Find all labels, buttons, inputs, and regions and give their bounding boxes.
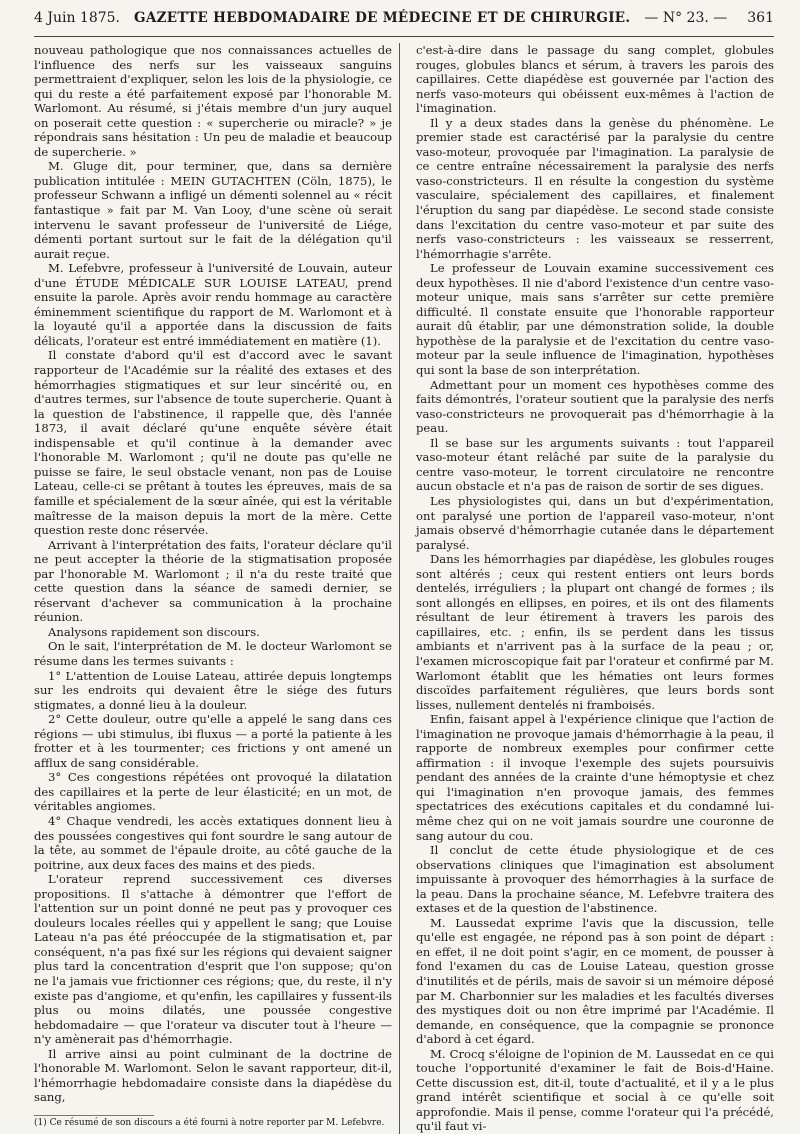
issue-number: — N° 23. — — [644, 10, 728, 26]
left-column — [34, 43, 392, 1134]
paragraph: Il se base sur les arguments suivants : tout l'appareil vaso-moteur étant relâché par suite de la paralysie du centre vaso-moteur, le torrent circulatoire ne rencontre aucun obstacle et n'a pas de raison de sortir de ses digues. — [416, 435, 774, 494]
right-column — [416, 43, 774, 1134]
journal-title: GAZETTE HEBDOMADAIRE DE MÉDECINE ET DE CHIRURGIE. — [134, 10, 631, 26]
running-header — [34, 6, 774, 37]
paragraph: M. Crocq s'éloigne de l'opinion de M. Laussedat en ce qui touche l'opportunité d'examiner le fait de Bois-d'Haine. Cette discussion est, dit-il, toute d'actualité, et il y a le plus grand intérêt scientifique et social à ce qu'elle soit approfondie. Mais il pense, comme l'orateur qui l'a précédé, qu'il faut vi- — [416, 1046, 774, 1134]
paragraph: c'est-à-dire dans le passage du sang complet, globules rouges, globules blancs et sérum, à travers les parois des capillaires. Cette diapédèse est gouvernée par l'action des nerfs vaso-moteurs qui obéissent eux-mêmes à l'action de l'imagination. — [416, 43, 774, 116]
issue-date: 4 Juin 1875. — [34, 10, 121, 26]
paragraph: L'orateur reprend successivement ces diverses propositions. Il s'attache à démontrer que l'effort de l'attention sur un point donné ne peut pas y provoquer ces douleurs locales réelles qui y appellent le sang; que Louise Lateau n'a pas été préoccupée de la stigmatisation et, par conséquent, n'a pas fixé sur les régions qui devaient saigner plus tard la concentration d'esprit que l'on suppose; qu'on ne l'a jamais vue frictionner ces régions; que, du reste, il n'y existe pas d'angiome, et qu'enfin, les capillaires y fussent-ils plus ou moins dilatés, une poussée congestive hebdomadaire — que l'orateur va discuter tout à l'heure — n'y amènerait pas d'hémorrhagie. — [34, 872, 392, 1047]
footnote — [34, 1115, 385, 1129]
list-item: 3° Ces congestions répétées ont provoqué la dilatation des capillaires et la perte de leur élasticité; en un mot, de véritables angiomes. — [34, 770, 392, 814]
list-item: 4° Chaque vendredi, les accès extatiques donnent lieu à des poussées congestives qui font sourdre le sang autour de la tête, au sommet de l'épaule droite, au côté gauche de la poitrine, aux deux faces des mains et des pieds. — [34, 813, 392, 872]
paragraph: Il arrive ainsi au point culminant de la doctrine de l'honorable M. Warlomont. Selon le savant rapporteur, dit-il, l'hémorrhagie hebdomadaire consiste dans la diapédèse du sang, — [34, 1046, 392, 1105]
text-columns — [34, 43, 774, 1134]
list-item: 1° L'attention de Louise Lateau, attirée depuis longtemps sur les endroits qui devaient être le siége des futurs stigmates, a donné lieu à la douleur. — [34, 668, 392, 712]
paragraph: Arrivant à l'interprétation des faits, l'orateur déclare qu'il ne peut accepter la théorie de la stigmatisation proposée par l'honorable M. Warlomont ; il n'a du reste traité que cette question dans la séance de samedi dernier, se réservant d'achever sa communication à la prochaine réunion. — [34, 537, 392, 625]
page-number: 361 — [747, 10, 774, 26]
paragraph: Admettant pour un moment ces hypothèses comme des faits démontrés, l'orateur soutient que la paralysie des nerfs vaso-constricteurs ne provoquerait pas d'hémorrhagie à la peau. — [416, 377, 774, 436]
column-divider — [399, 43, 400, 1134]
paragraph: Il conclut de cette étude physiologique et de ces observations cliniques que l'imagination est absolument impuissante à provoquer des hémorrhagies à la surface de la peau. Dans la prochaine séance, M. Lefebvre traitera des extases et de la question de l'abstinence. — [416, 843, 774, 916]
paragraph: nouveau pathologique que nos connaissances actuelles de l'influence des nerfs sur les vaisseaux sanguins permettraient d'expliquer, selon les lois de la physiologie, ce qui du reste a été parfaitement exposé par l'honorable M. Warlomont. Au résumé, si j'étais membre d'un jury auquel on poserait cette question : « supercherie ou miracle? » je répondrais sans hésitation : Un peu de maladie et beaucoup de supercherie. » — [34, 43, 392, 159]
paragraph: Enfin, faisant appel à l'expérience clinique que l'action de l'imagination ne provoque jamais d'hémorrhagie à la peau, il rapporte de nombreux exemples pour confirmer cette affirmation : il invoque l'exemple des sujets poursuivis pendant des années de la crainte d'une hémoptysie et chez qui l'imagination n'en provoque jamais, des femmes spectatrices des exécutions capitales et du condamné lui-même chez qui on ne voit jamais sourdre une couronne de sang autour du cou. — [416, 712, 774, 843]
paragraph: Dans les hémorrhagies par diapédèse, les globules rouges sont altérés ; ceux qui restent entiers ont leurs bords dentelés, irréguliers ; la plupart ont changé de formes ; ils sont allongés en ellipses, en poires, et ils ont des filaments résultant de leur étirement à travers les parois des capillaires, etc. ; enfin, ils se perdent dans les tissus ambiants et n'arrivent pas à la surface de la peau ; or, l'examen microscopique fait par l'orateur et confirmé par M. Warlomont établit que les hématies ont leurs formes discoïdes parfaitement régulières, que leurs bords sont lisses, nullement dentelés ni framboisés. — [416, 552, 774, 712]
paragraph: Les physiologistes qui, dans un but d'expérimentation, ont paralysé une portion de l'appareil vaso-moteur, n'ont jamais observé d'hémorrhagie cutanée dans le département paralysé. — [416, 493, 774, 552]
paragraph: Analysons rapidement son discours. — [48, 624, 260, 639]
list-item: 2° Cette douleur, outre qu'elle a appelé le sang dans ces régions — ubi stimulus, ibi fluxus — a porté la patiente à les frotter et à les tourmenter; ces frictions y ont amené un afflux de sang considérable. — [34, 712, 392, 770]
paragraph: M. Gluge dit, pour terminer, que, dans sa dernière publication intitulée : MEIN GUTACHTEN (Cöln, 1875), le professeur Schwann a infligé un démenti solennel au « récit fantastique » fait par M. Van Looy, d'une scène où serait intervenu le savant professeur de l'université de Liége, démenti portant surtout sur le fait de la délégation qu'il aurait reçue. — [34, 159, 392, 261]
paragraph: Il y a deux stades dans la genèse du phénomène. Le premier stade est caractérisé par la paralysie du centre vaso-moteur, provoquée par l'imagination. La paralysie de ce centre entraîne nécessairement la paralysie des nerfs vaso-constricteurs. Il en résulte la congestion du système vasculaire, spécialement des capillaires, et finalement l'éruption du sang par diapédèse. Le second stade consiste dans l'excitation du centre vaso-moteur et par suite des nerfs vaso-constricteurs : les vaisseaux se resserrent, l'hémorrhagie s'arrête. — [416, 115, 774, 261]
issue-info — [644, 10, 774, 26]
paragraph: Il constate d'abord qu'il est d'accord avec le savant rapporteur de l'Académie sur la réalité des extases et des hémorrhagies stigmatiques et sur leur sincérité ou, en d'autres termes, sur l'absence de toute supercherie. Quant à la question de l'abstinence, il rappelle que, dès l'année 1873, il avait déclaré qu'une enquête sévère était indispensable et qu'il continue à la demander avec l'honorable M. Warlomont ; qu'il ne doute pas qu'elle ne puisse se faire, le seul obstacle venant, non pas de Louise Lateau, celle-ci se prêtant à toutes les épreuves, mais de sa famille et spécialement de la sœur aînée, qui est la véritable maîtresse de la maison depuis la mort de la mère. Cette question reste donc réservée. — [34, 348, 392, 538]
paragraph: Le professeur de Louvain examine successivement ces deux hypothèses. Il nie d'abord l'existence d'un centre vaso-moteur unique, mais sans s'arrêter sur cette première difficulté. Il constate ensuite que l'honorable rapporteur aurait dû établir, par une démonstration solide, la double hypothèse de la paralysie et de l'excitation du centre vaso-moteur par la seule influence de l'imagination, hypothèses qui sont la base de son interprétation. — [416, 261, 774, 378]
paragraph: On le sait, l'interprétation de M. le docteur Warlomont se résume dans les termes suivants : — [34, 639, 392, 668]
footnote-text: (1) Ce résumé de son discours a été fourni à notre reporter par M. Lefebvre. — [34, 1117, 385, 1128]
paragraph: M. Lefebvre, professeur à l'université de Louvain, auteur d'une ÉTUDE MÉDICALE SUR LOUISE LATEAU, prend ensuite la parole. Après avoir rendu hommage au caractère éminemment scientifique du rapport de M. Warlomont et à la loyauté qu'il a apportée dans la discussion de faits délicats, l'orateur est entré immédiatement en matière (1). — [34, 261, 392, 348]
paragraph: M. Laussedat exprime l'avis que la discussion, telle qu'elle est engagée, ne répond pas à son point de départ : en effet, il ne doit point s'agir, en ce moment, de pousser à fond l'examen du cas de Louise Lateau, question grosse d'inutilités et de périls, mais de savoir si un mémoire déposé par M. Charbonnier sur les maladies et les facultés diverses des mystiques doit ou non être imprimé par l'Académie. Il demande, en conséquence, que la compagnie se prononce d'abord à cet égard. — [416, 915, 774, 1047]
